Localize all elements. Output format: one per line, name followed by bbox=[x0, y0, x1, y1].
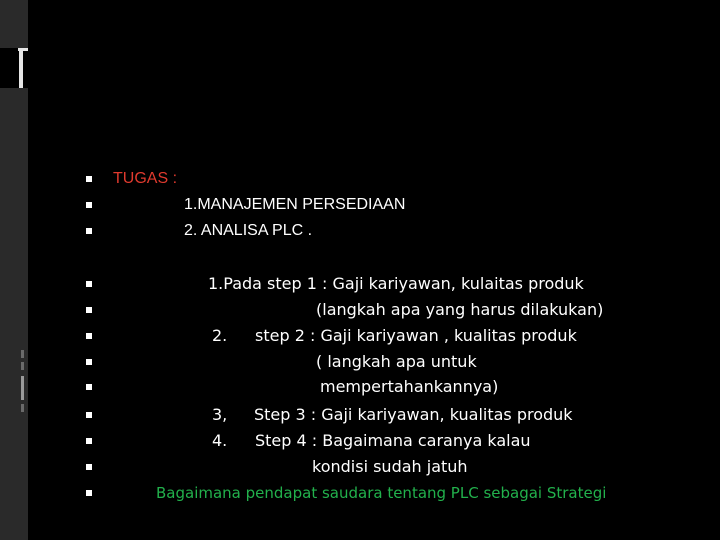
bullet-line bbox=[0, 219, 720, 243]
line-text: 2. ANALISA PLC . bbox=[184, 222, 313, 239]
bullet-line bbox=[0, 193, 720, 217]
heading-text: TUGAS : bbox=[113, 170, 178, 187]
line-text: (langkah apa yang harus dilakukan) bbox=[316, 300, 604, 319]
square-bullet-icon bbox=[86, 307, 92, 313]
line-text: mempertahankannya) bbox=[320, 377, 499, 396]
strip-accent-bar bbox=[19, 48, 23, 88]
line-text: 1.MANAJEMEN PERSEDIAAN bbox=[184, 196, 406, 213]
line-text: kondisi sudah jatuh bbox=[312, 457, 468, 476]
bullet-line bbox=[0, 324, 720, 348]
line-text: ( langkah apa untuk bbox=[316, 352, 477, 371]
square-bullet-icon bbox=[86, 438, 92, 444]
bullet-line bbox=[0, 272, 720, 296]
item-number: 3, bbox=[212, 405, 228, 424]
square-bullet-icon bbox=[86, 176, 92, 182]
square-bullet-icon bbox=[86, 281, 92, 287]
item-number: 2. bbox=[212, 326, 228, 345]
bullet-line bbox=[0, 481, 720, 505]
square-bullet-icon bbox=[86, 228, 92, 234]
bullet-line bbox=[0, 403, 720, 427]
square-bullet-icon bbox=[86, 359, 92, 365]
line-text: Step 4 : Bagaimana caranya kalau bbox=[255, 431, 531, 450]
bullet-line bbox=[0, 455, 720, 479]
line-text: Step 3 : Gaji kariyawan, kualitas produk bbox=[254, 405, 573, 424]
square-bullet-icon bbox=[86, 464, 92, 470]
square-bullet-icon bbox=[86, 412, 92, 418]
square-bullet-icon bbox=[86, 490, 92, 496]
bullet-line bbox=[0, 375, 720, 399]
bullet-line bbox=[0, 298, 720, 322]
strip-notch bbox=[0, 48, 28, 88]
square-bullet-icon bbox=[86, 384, 92, 390]
strip-accent-tick bbox=[18, 48, 28, 51]
line-text: 1.Pada step 1 : Gaji kariyawan, kulaitas produk bbox=[208, 274, 584, 293]
square-bullet-icon bbox=[86, 202, 92, 208]
bullet-line bbox=[0, 350, 720, 374]
square-bullet-icon bbox=[86, 333, 92, 339]
line-text: step 2 : Gaji kariyawan , kualitas produk bbox=[255, 326, 577, 345]
bullet-line bbox=[0, 429, 720, 453]
bullet-line bbox=[0, 167, 720, 191]
closing-question-text: Bagaimana pendapat saudara tentang PLC sebagai Strategi bbox=[156, 484, 607, 502]
item-number: 4. bbox=[212, 431, 228, 450]
